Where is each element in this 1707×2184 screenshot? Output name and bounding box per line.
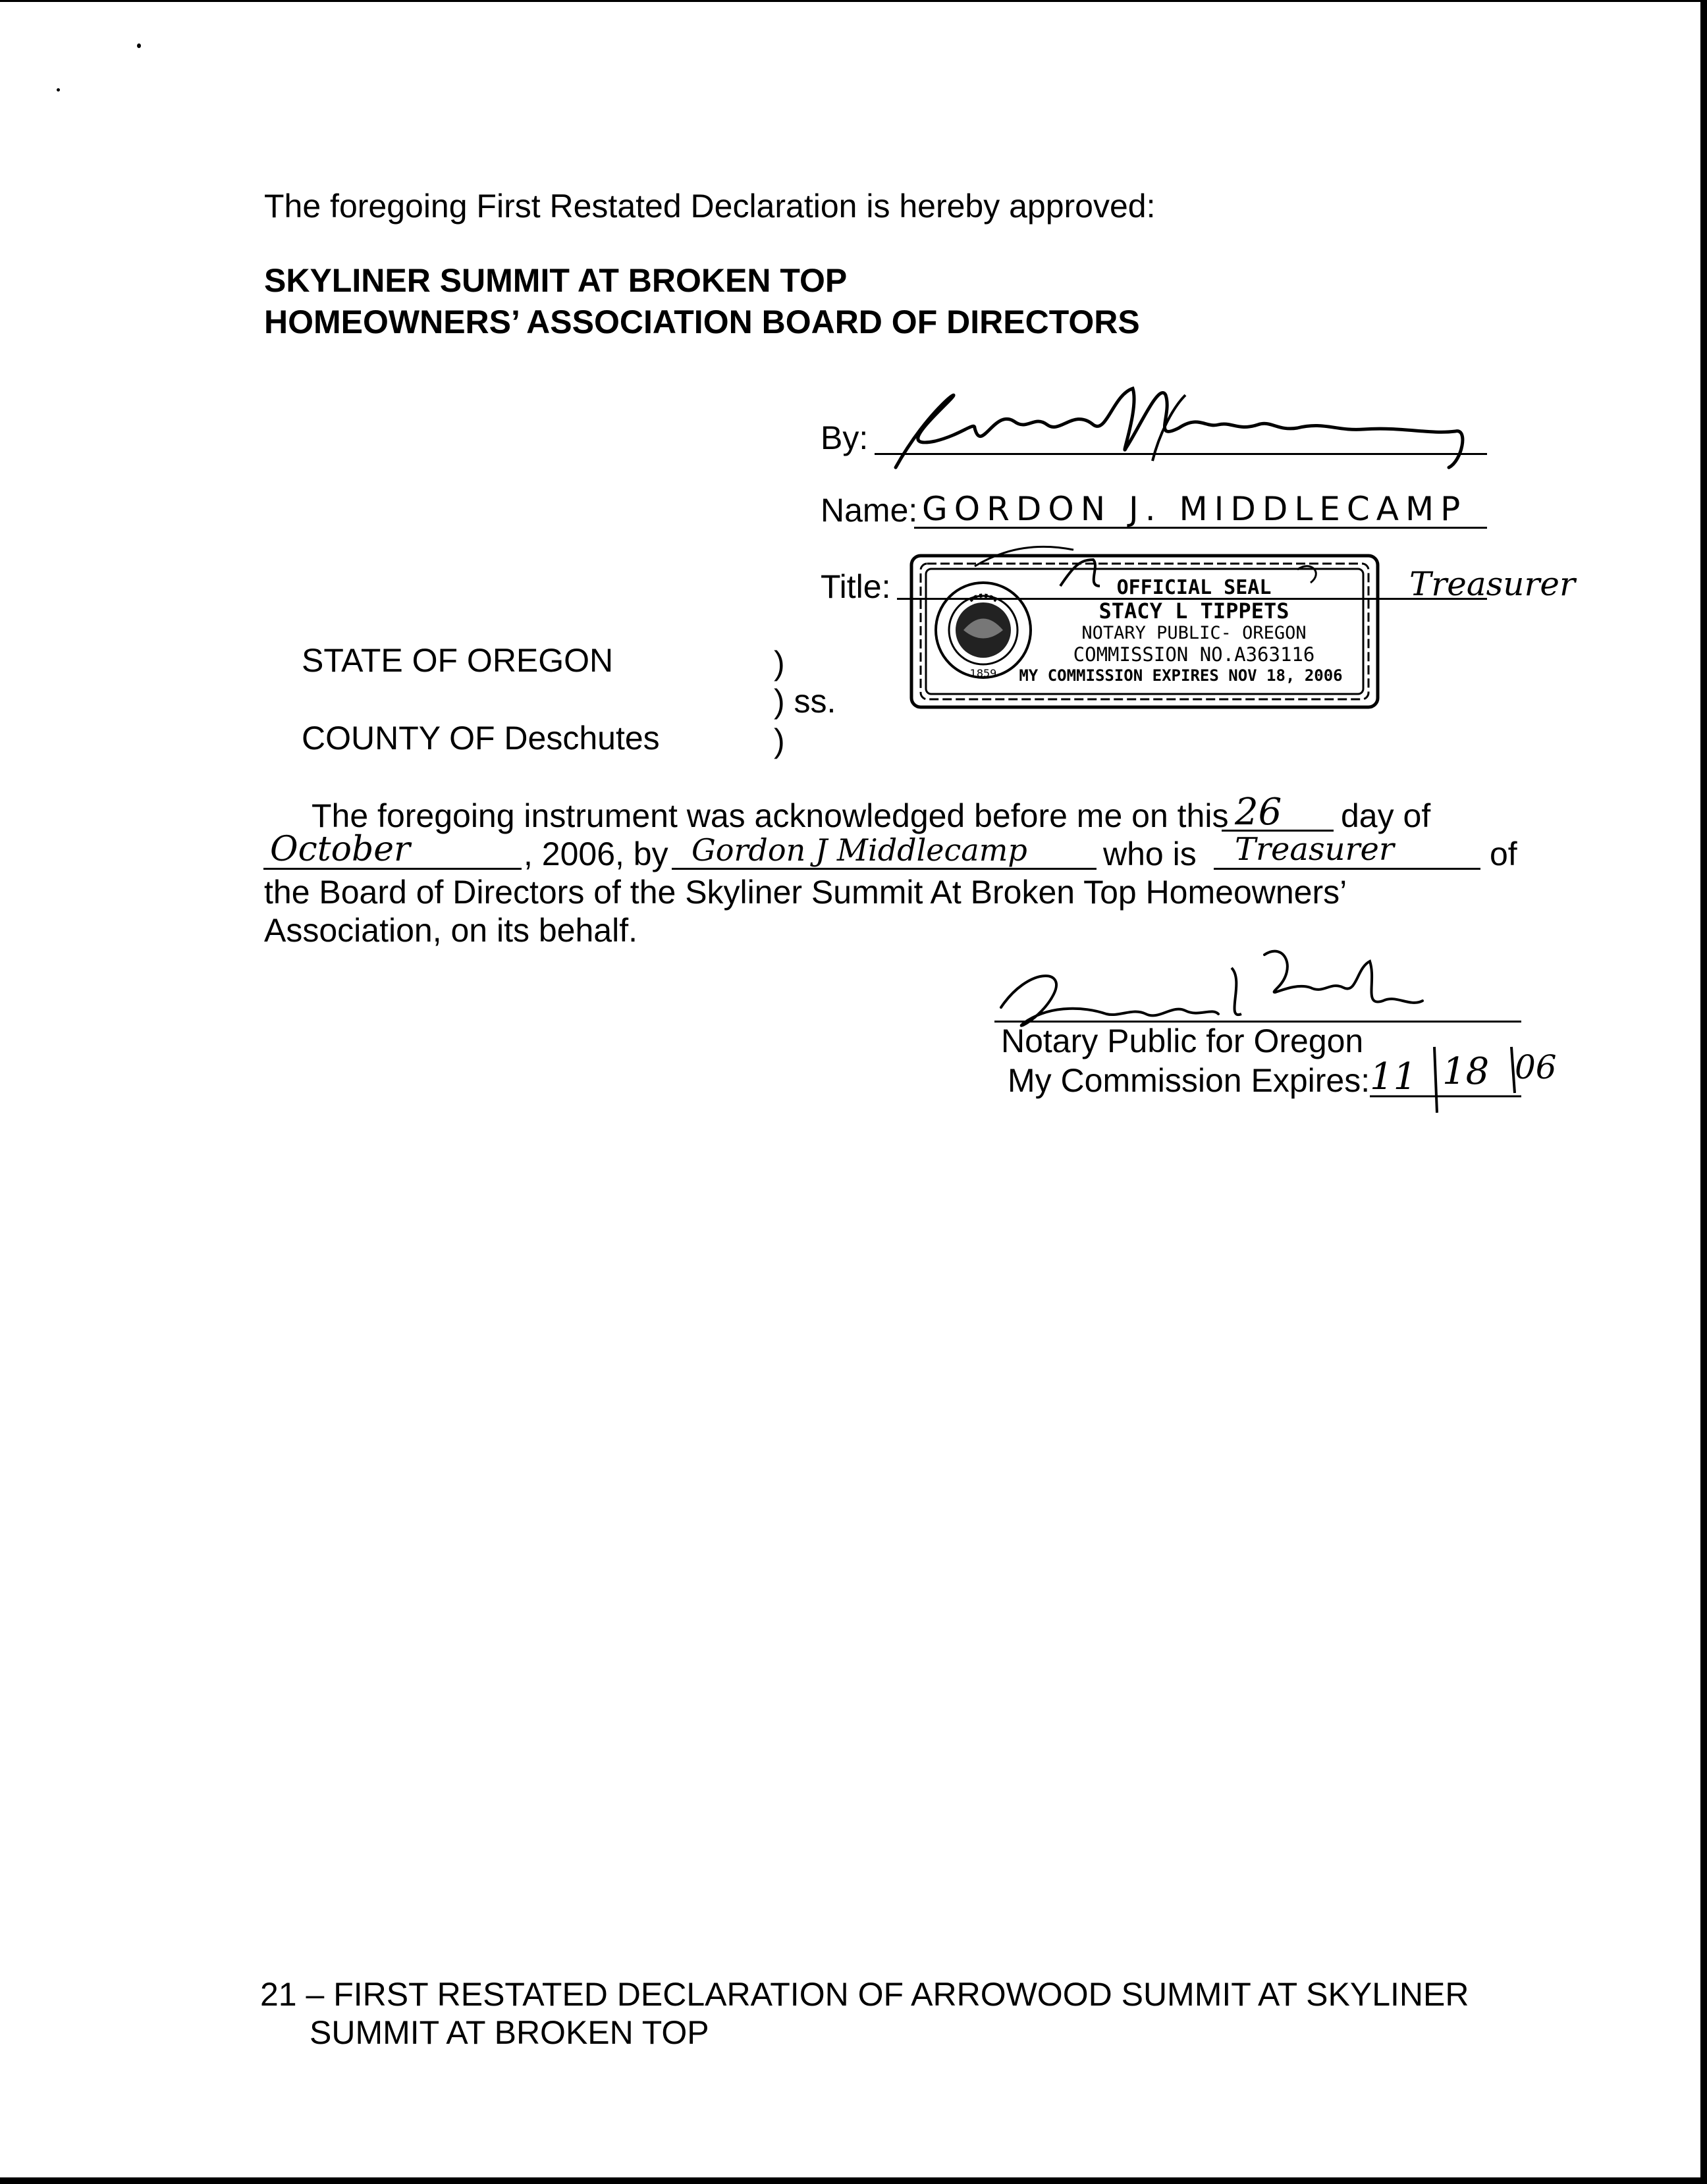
- ack-person-line: [672, 868, 1097, 870]
- notary-title: Notary Public for Oregon: [1001, 1023, 1364, 1059]
- commission-exp-day: 18: [1442, 1050, 1490, 1093]
- venue-state: STATE OF OREGON: [302, 642, 614, 679]
- ack-month-value: October: [270, 830, 410, 869]
- seal-expiration: MY COMMISSION EXPIRES NOV 18, 2006: [1019, 666, 1343, 685]
- venue-paren-3: ): [774, 722, 785, 759]
- title-label: Title:: [821, 568, 891, 605]
- ack-role-line: [1214, 868, 1480, 870]
- seal-official-seal: OFFICIAL SEAL: [1116, 576, 1272, 599]
- footer-line-1: 21 – FIRST RESTATED DECLARATION OF ARROWOOD SUMMIT AT SKYLINER: [260, 1976, 1469, 2013]
- scan-speck: [57, 88, 60, 92]
- seal-notary-name: STACY L TIPPETS: [1098, 599, 1289, 624]
- approval-intro: The foregoing First Restated Declaration is hereby approved:: [264, 188, 1156, 225]
- ack-line-4: Association, on its behalf.: [264, 912, 637, 949]
- org-name-line-2: HOMEOWNERS’ ASSOCIATION BOARD OF DIRECTORS: [264, 304, 1140, 340]
- ack-day-of: day of: [1341, 797, 1431, 834]
- commission-exp-month: 11: [1370, 1055, 1417, 1098]
- by-label: By:: [821, 419, 869, 456]
- ack-day-value: 26: [1235, 791, 1282, 834]
- venue-county: COUNTY OF Deschutes: [302, 720, 660, 757]
- ack-role-value: Treasurer: [1235, 831, 1394, 868]
- footer-line-2: SUMMIT AT BROKEN TOP: [310, 2014, 709, 2051]
- scan-speck: [137, 43, 141, 48]
- board-signature: [876, 369, 1548, 487]
- seal-overwrite-scribble: [968, 540, 1337, 599]
- ack-line-1: The foregoing instrument was acknowledged before me on this: [312, 797, 1229, 834]
- commission-expires-label: My Commission Expires:: [1008, 1062, 1370, 1099]
- org-name-line-1: SKYLINER SUMMIT AT BROKEN TOP: [264, 262, 848, 299]
- ack-line-3: the Board of Directors of the Skyliner Summit At Broken Top Homeowners’: [264, 874, 1347, 911]
- seal-commission-no: COMMISSION NO.A363116: [1073, 643, 1315, 666]
- venue-ss: ) ss.: [774, 683, 836, 720]
- expiration-slashes: [1363, 1040, 1528, 1119]
- title-value: Treasurer: [1409, 565, 1575, 603]
- commission-exp-year: 06: [1515, 1048, 1557, 1086]
- venue-paren-1: ): [774, 645, 785, 681]
- ack-of: of: [1490, 836, 1517, 872]
- ack-who-is: who is: [1103, 836, 1197, 872]
- ack-person-value: Gordon J Middlecamp: [691, 832, 1027, 868]
- emblem-year: 1859: [969, 667, 997, 679]
- name-label: Name:: [821, 492, 918, 529]
- name-value: GORDON J. MIDDLECAMP: [922, 490, 1467, 528]
- seal-notary-public: NOTARY PUBLIC- OREGON: [1081, 623, 1307, 643]
- ack-year-by: , 2006, by: [524, 836, 668, 872]
